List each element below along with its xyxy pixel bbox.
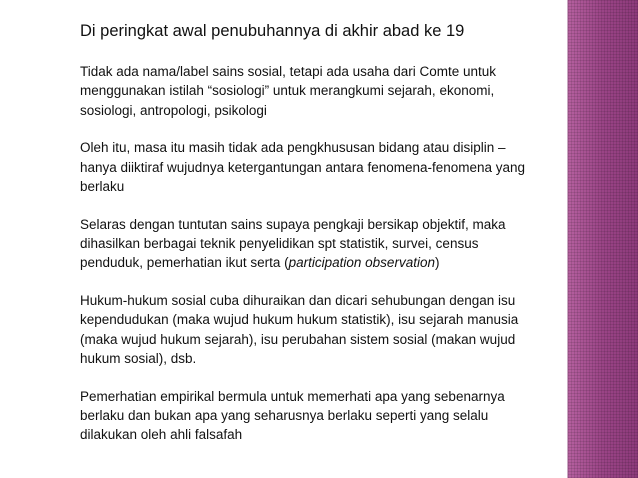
slide-content xyxy=(80,20,600,445)
text-line: Selaras dengan tuntutan sains supaya pengkaji bersikap objektif, maka xyxy=(80,216,506,232)
text-line: dilakukan oleh ahli falsafah xyxy=(80,427,243,443)
paragraph-social-laws xyxy=(80,291,600,368)
text-line-with-italic xyxy=(80,253,600,272)
slide-title: Di peringkat awal penubuhannya di akhir abad ke 19 xyxy=(80,22,465,40)
text-line: Pemerhatian empirikal bermula untuk memerhati apa yang sebenarnya xyxy=(80,388,505,404)
paragraph-empirical-observation xyxy=(80,387,600,445)
paragraph-specialisation xyxy=(80,138,600,196)
text-line: berlaku dan bukan apa yang seharusnya berlaku seperti yang selalu xyxy=(80,408,489,424)
text-line: berlaku xyxy=(80,178,125,194)
text-line: dihasilkan berbagai teknik penyelidikan spt statistik, survei, census xyxy=(80,236,479,252)
text-line: sosiologi, antropologi, psikologi xyxy=(80,102,267,118)
text-line: hanya diiktiraf wujudnya ketergantungan antara fenomena-fenomena yang xyxy=(80,159,526,175)
text-line: (maka wujud hukum sejarah), isu perubahan sistem sosial (makan wujud xyxy=(80,331,516,347)
italic-term: participation observation xyxy=(288,255,435,271)
text-line: Oleh itu, masa itu masih tidak ada pengkhususan bidang atau disiplin – xyxy=(80,140,506,156)
text-line: kependudukan (maka wujud hukum hukum statistik), isu sejarah manusia xyxy=(80,312,519,328)
text-line: Hukum-hukum sosial cuba dihuraikan dan dicari sehubungan dengan isu xyxy=(80,293,516,309)
paragraph-comte xyxy=(80,62,600,120)
paragraph-research-techniques xyxy=(80,215,600,273)
text-line: menggunakan istilah “sosiologi” untuk merangkumi sejarah, ekonomi, xyxy=(80,83,495,99)
text-segment: ) xyxy=(434,255,440,271)
text-segment: penduduk, pemerhatian ikut serta ( xyxy=(80,255,289,271)
text-line: Tidak ada nama/label sains sosial, tetapi ada usaha dari Comte untuk xyxy=(80,64,496,79)
text-line: hukum sosial), dsb. xyxy=(80,351,197,367)
